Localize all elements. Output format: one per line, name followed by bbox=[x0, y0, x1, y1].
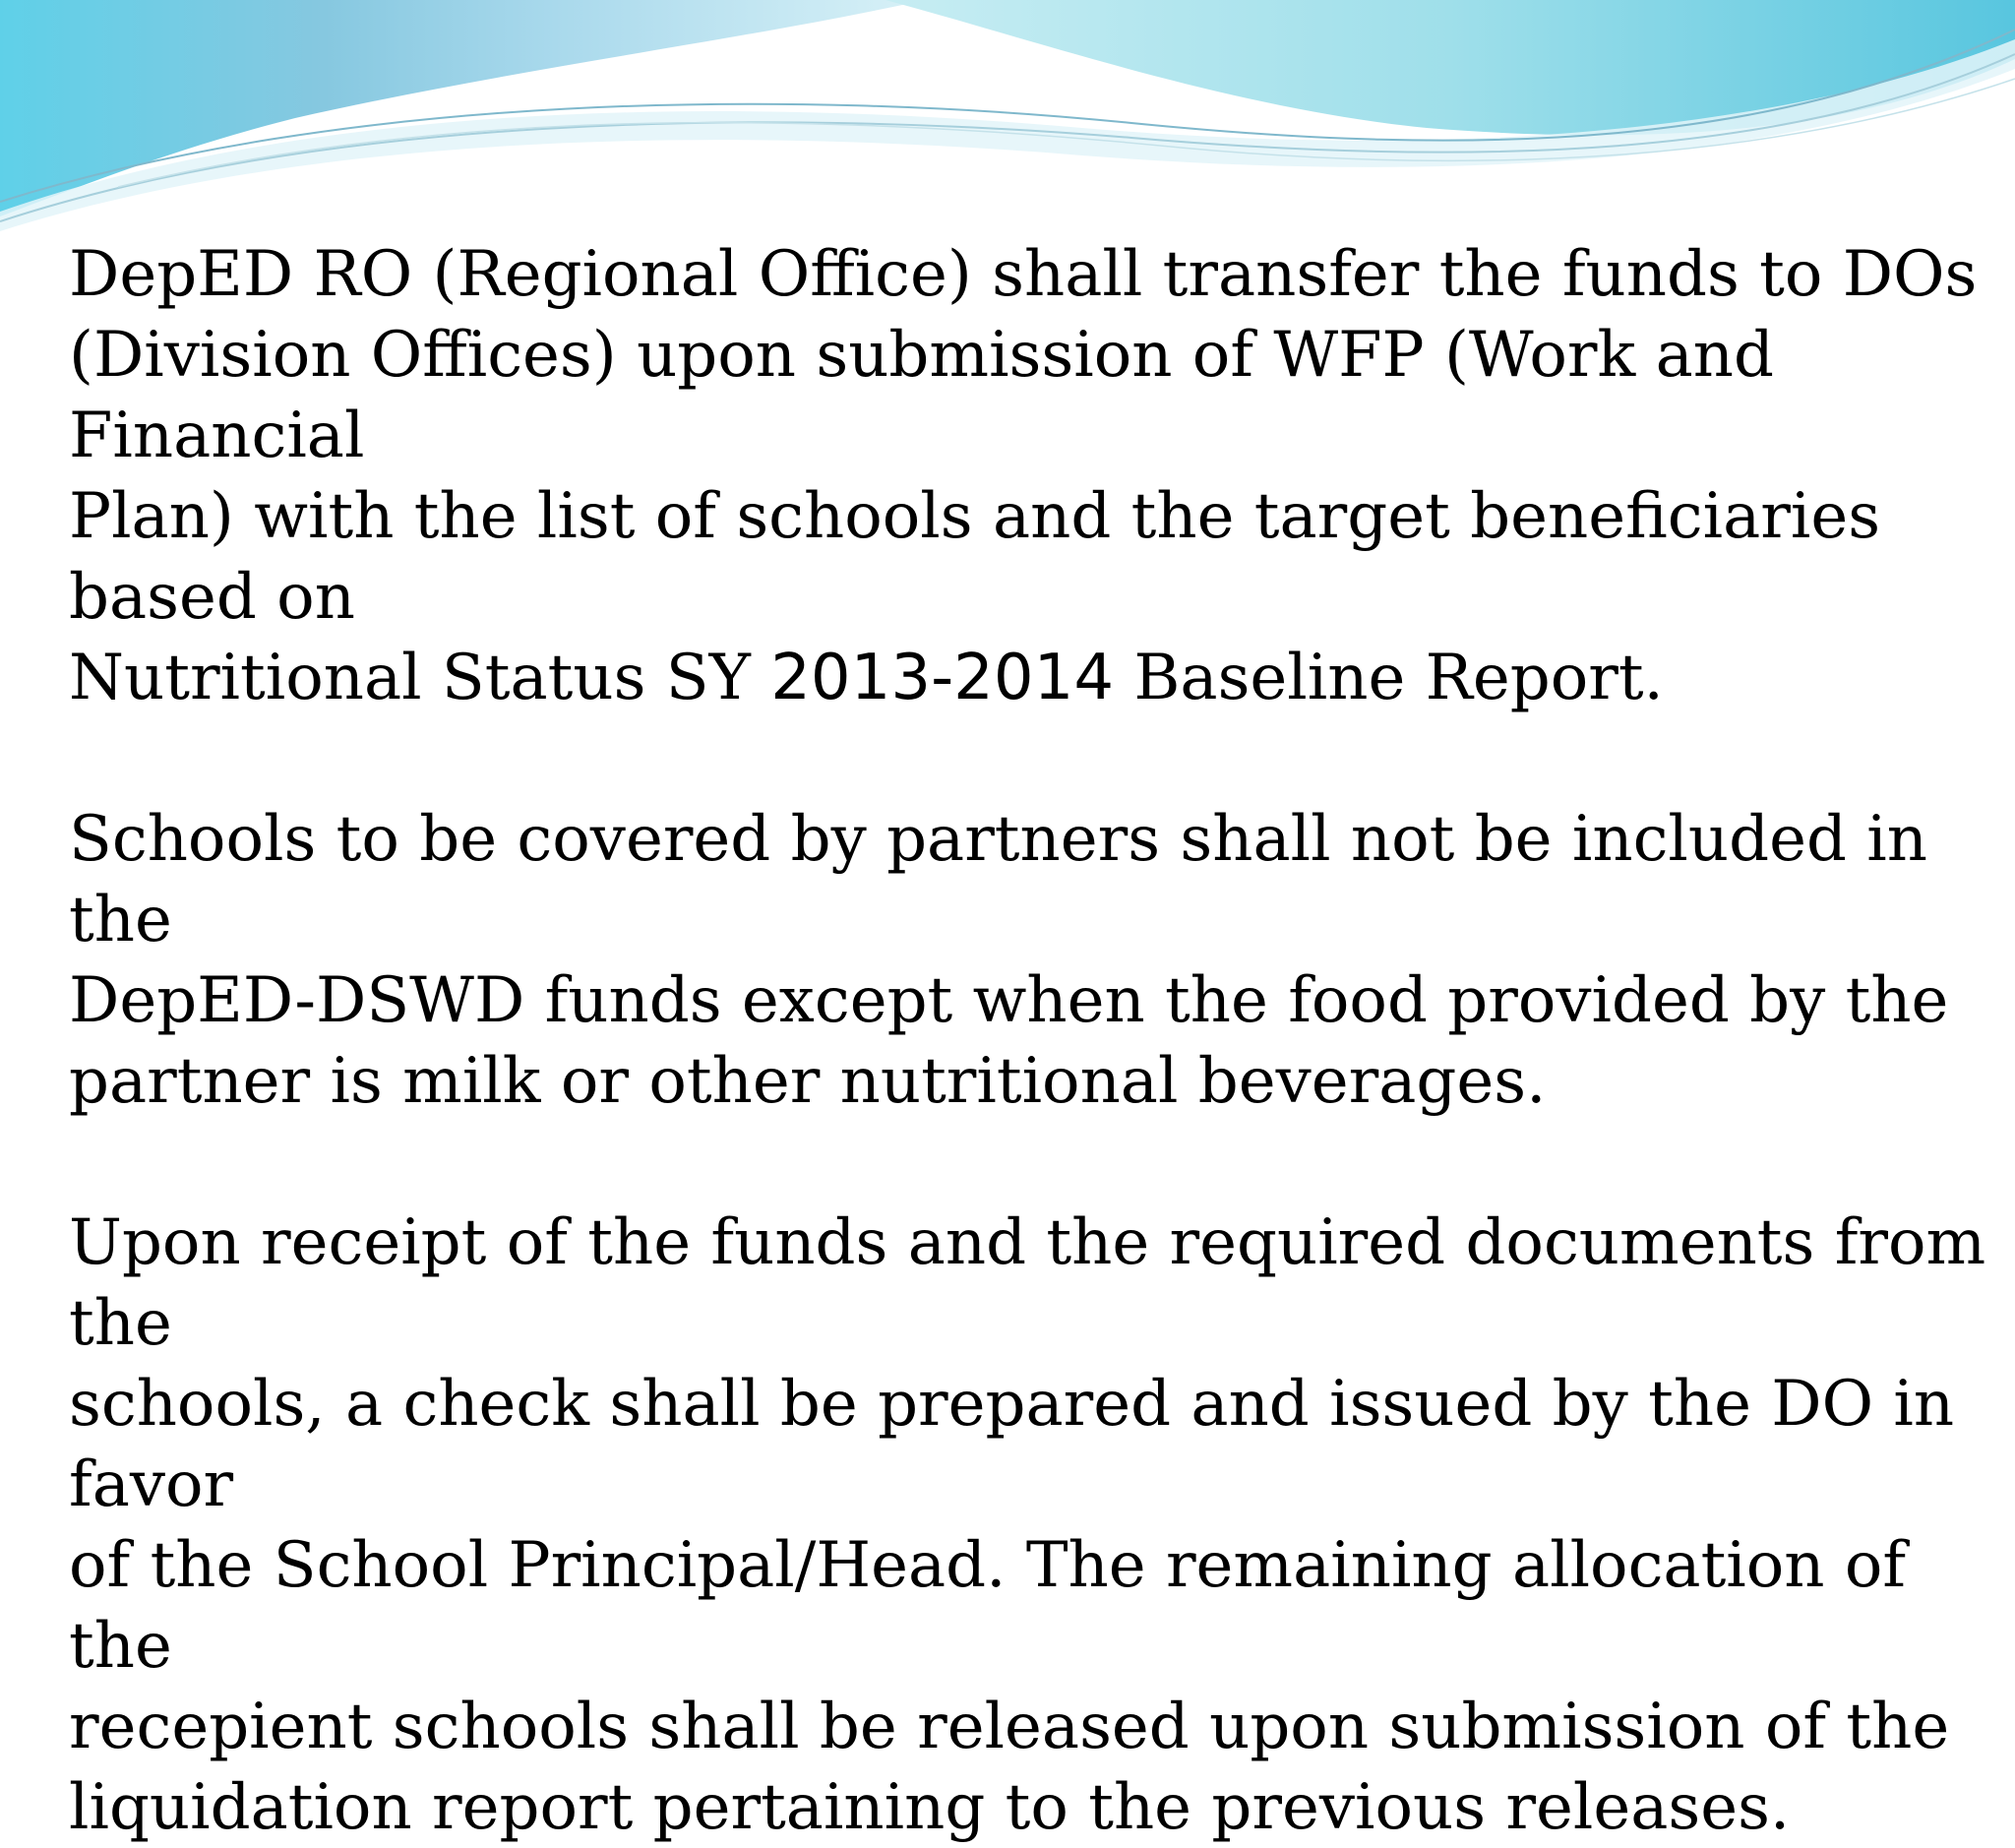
school-year-value: 2013-2014 bbox=[770, 642, 1115, 714]
paragraph-fund-transfer-end: Baseline Report. bbox=[1114, 642, 1664, 714]
paragraph-check-issuance: Upon receipt of the funds and the required documents from the schools, a check shall be prepared and issued by the DO in favor of the School Principal/Head. The remaining allocation of the recepient schools shall be released upon submission of the liquidation report pertaining to the previous releases. bbox=[69, 1206, 1986, 1844]
paragraph-partner-schools: Schools to be covered by partners shall not be included in the DepED-DSWD funds except when the food provided by the partner is milk or other nutritional beverages. bbox=[69, 803, 1949, 1118]
paragraph-fund-transfer bbox=[69, 234, 1987, 718]
paragraph-fund-transfer-text: DepED RO (Regional Office) shall transfer the funds to DOs (Division Offices) upon submission of WFP (Work and Financial Plan) with the list of schools and the target beneficiaries based on Nutritional Status SY bbox=[69, 238, 1978, 714]
slide-body bbox=[69, 234, 1987, 1848]
header-wave-decoration bbox=[0, 0, 2015, 256]
